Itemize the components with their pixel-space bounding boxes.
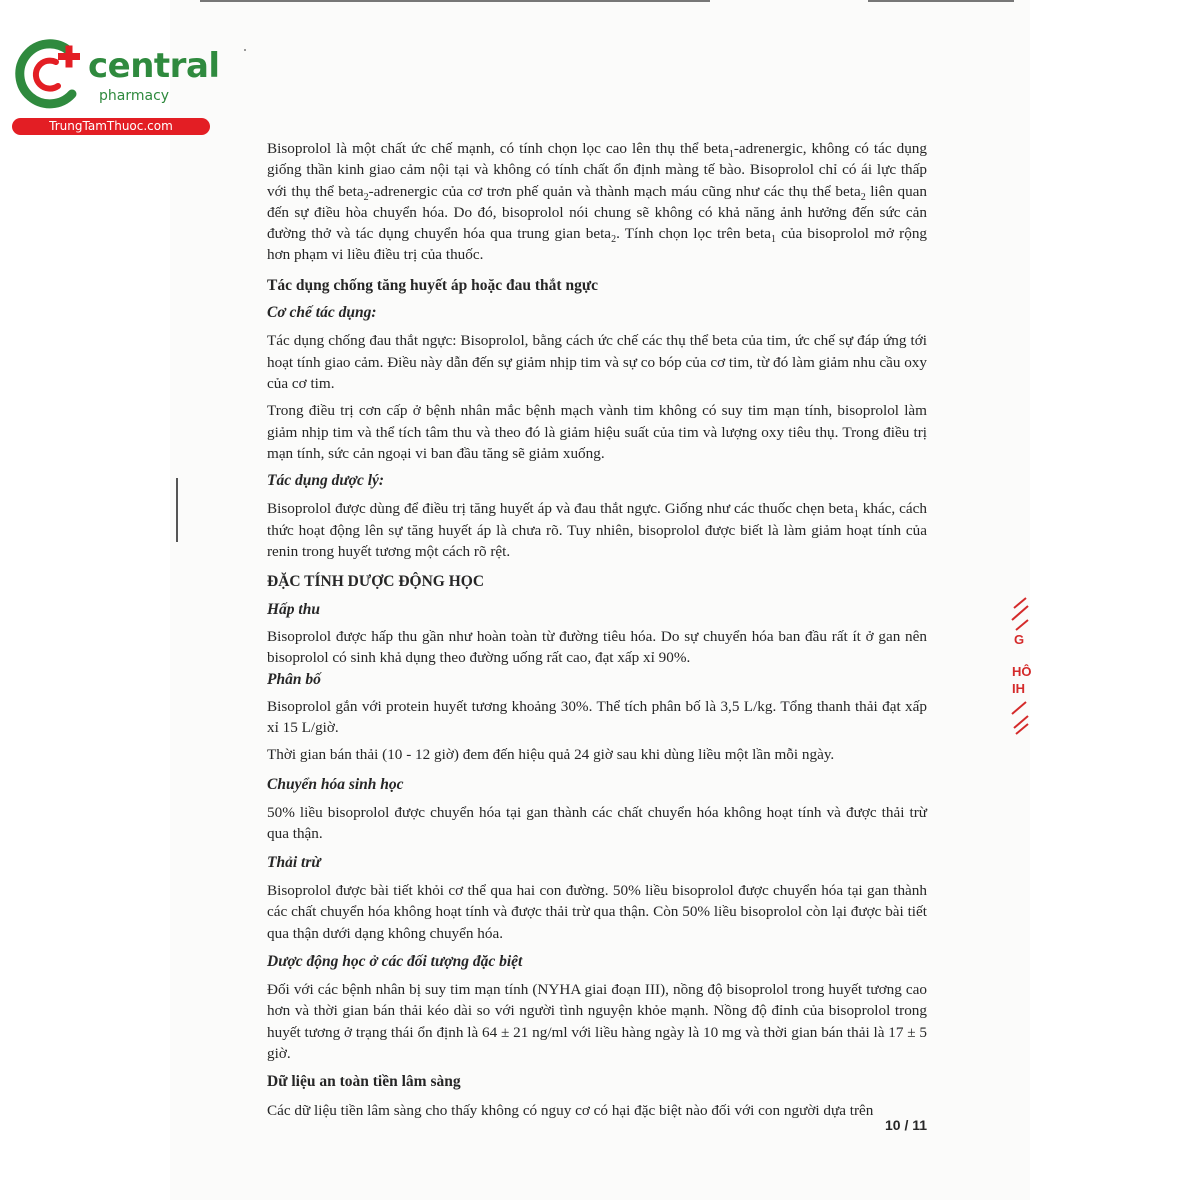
paragraph-absorption: Bisoprolol được hấp thu gần như hoàn toàn từ đường tiêu hóa. Do sự chuyển hóa ban đầu rất ít ở gan nên bisoprolol có sinh khả dụng theo đường uống rất cao, đạt xấp xỉ 90%. bbox=[267, 627, 927, 667]
paragraph-acute-treatment: Trong điều trị cơn cấp ở bệnh nhân mắc bệnh mạch vành tim không có suy tim mạn tính, bisoprolol làm giảm nhịp tim và thể tích tâm thu và theo đó là giảm hiệu suất của tim và lượng oxy tiêu thụ. Trong điều trị mạn tính, sức cản ngoại vi ban đầu tăng sẽ giảm xuống. bbox=[267, 402, 927, 462]
red-stamp-fragment bbox=[1008, 594, 1036, 738]
subsection-heading: Tác dụng dược lý: bbox=[267, 472, 385, 490]
paragraph-half-life: Thời gian bán thải (10 - 12 giờ) đem đến hiệu quả 24 giờ sau khi dùng liều một lần mỗi ngày. bbox=[267, 746, 835, 764]
scan-edge-line bbox=[200, 0, 710, 2]
document-body bbox=[267, 138, 927, 1121]
logo-subtitle: pharmacy bbox=[99, 88, 170, 104]
section-heading: Tác dụng chống tăng huyết áp hoặc đau thắt ngực bbox=[267, 276, 598, 294]
subsection-heading: Cơ chế tác dụng: bbox=[267, 304, 377, 322]
stamp-char: HÔ bbox=[1012, 664, 1032, 679]
stamp-char: G bbox=[1014, 632, 1025, 647]
subsection-heading: Thải trừ bbox=[267, 853, 321, 871]
margin-mark bbox=[176, 478, 178, 542]
subsection-heading: Hấp thu bbox=[267, 600, 320, 618]
page-number: 10 / 11 bbox=[885, 1117, 928, 1133]
section-heading: Dữ liệu an toàn tiền lâm sàng bbox=[267, 1073, 461, 1091]
logo-website: TrungTamThuoc.com bbox=[12, 118, 210, 135]
paragraph-pharmacology: Bisoprolol được dùng để điều trị tăng huyết áp và đau thắt ngực. Giống như các thuốc chẹn beta$_1$ khác, cách thức hoạt động lên sự tăng huyết áp là chưa rõ. Tuy nhiên, bisoprolol được biết là làm giảm hoạt tính của renin trong huyết tương một cách rõ rệt. bbox=[267, 500, 927, 561]
subsection-heading: Chuyển hóa sinh học bbox=[267, 775, 404, 793]
stamp-stroke bbox=[1008, 698, 1036, 738]
paragraph-elimination: Bisoprolol được bài tiết khỏi cơ thể qua hai con đường. 50% liều bisoprolol được chuyển hóa tại gan thành các chất chuyển hóa không hoạt tính và được thải trừ qua thận. Còn 50% liều bisoprolol còn lại được bài tiết qua thận dưới dạng không chuyển hóa. bbox=[267, 881, 927, 942]
paragraph-preclinical: Các dữ liệu tiền lâm sàng cho thấy không có nguy cơ có hại đặc biệt nào đối với con người dựa trên bbox=[267, 1101, 874, 1119]
subsection-heading: Phân bố bbox=[267, 670, 321, 688]
paragraph-distribution: Bisoprolol gắn với protein huyết tương khoảng 30%. Thể tích phân bố là 3,5 L/kg. Tổng thanh thải đạt xấp xỉ 15 L/giờ. bbox=[267, 697, 927, 737]
stamp-char: IH bbox=[1012, 681, 1025, 696]
scan-edge-line bbox=[868, 0, 1014, 2]
paragraph-selectivity: Bisoprolol là một chất ức chế mạnh, có tính chọn lọc cao lên thụ thể beta$_1$-adrenergic, không có tác dụng giống thần kinh giao cảm nội tại và không có tính chất ổn định màng tế bào. Bisoprolol chỉ có ái lực thấp với thụ thể beta$_2$-adrenergic của cơ trơn phế quản và thành mạch máu cũng như các thụ thể beta$_2$ liên quan đến sự điều hòa chuyển hóa. Do đó, bisoprolol nói chung sẽ không có khả năng ảnh hưởng đến sức cản đường thở và tác dụng chuyển hóa qua trung gian beta$_2$. Tính chọn lọc trên beta$_1$ của bisoprolol mở rộng hơn phạm vi liều điều trị của thuốc. bbox=[267, 140, 928, 264]
scan-speck bbox=[244, 49, 246, 51]
section-heading: ĐẶC TÍNH DƯỢC ĐỘNG HỌC bbox=[267, 573, 485, 591]
paragraph-mechanism: Tác dụng chống đau thắt ngực: Bisoprolol, bằng cách ức chế các thụ thể beta của tim, ức chế sự đáp ứng tới hoạt tính giao cảm. Điều này dẫn đến sự giảm nhịp tim và sự co bóp của cơ tim, từ đó làm giảm nhu cầu oxy của cơ tim. bbox=[267, 332, 927, 392]
stamp-stroke bbox=[1008, 594, 1036, 634]
central-pharmacy-logo bbox=[10, 36, 220, 136]
pharmacy-cross-icon bbox=[10, 36, 90, 116]
paragraph-special-populations: Đối với các bệnh nhân bị suy tim mạn tính (NYHA giai đoạn III), nồng độ bisoprolol trong huyết tương cao hơn và thời gian bán thải kéo dài so với người tình nguyện khỏe mạnh. Nồng độ đỉnh của bisoprolol trong huyết tương ở trạng thái ổn định là 64 ± 21 ng/ml với liều hàng ngày là 10 mg và thời gian bán thải là 17 ± 5 giờ. bbox=[267, 981, 927, 1062]
paragraph-metabolism: 50% liều bisoprolol được chuyển hóa tại gan thành các chất chuyển hóa không hoạt tính và được thải trừ qua thận. bbox=[267, 804, 927, 843]
subsection-heading: Dược động học ở các đối tượng đặc biệt bbox=[267, 952, 523, 970]
logo-brand: central bbox=[88, 46, 220, 86]
